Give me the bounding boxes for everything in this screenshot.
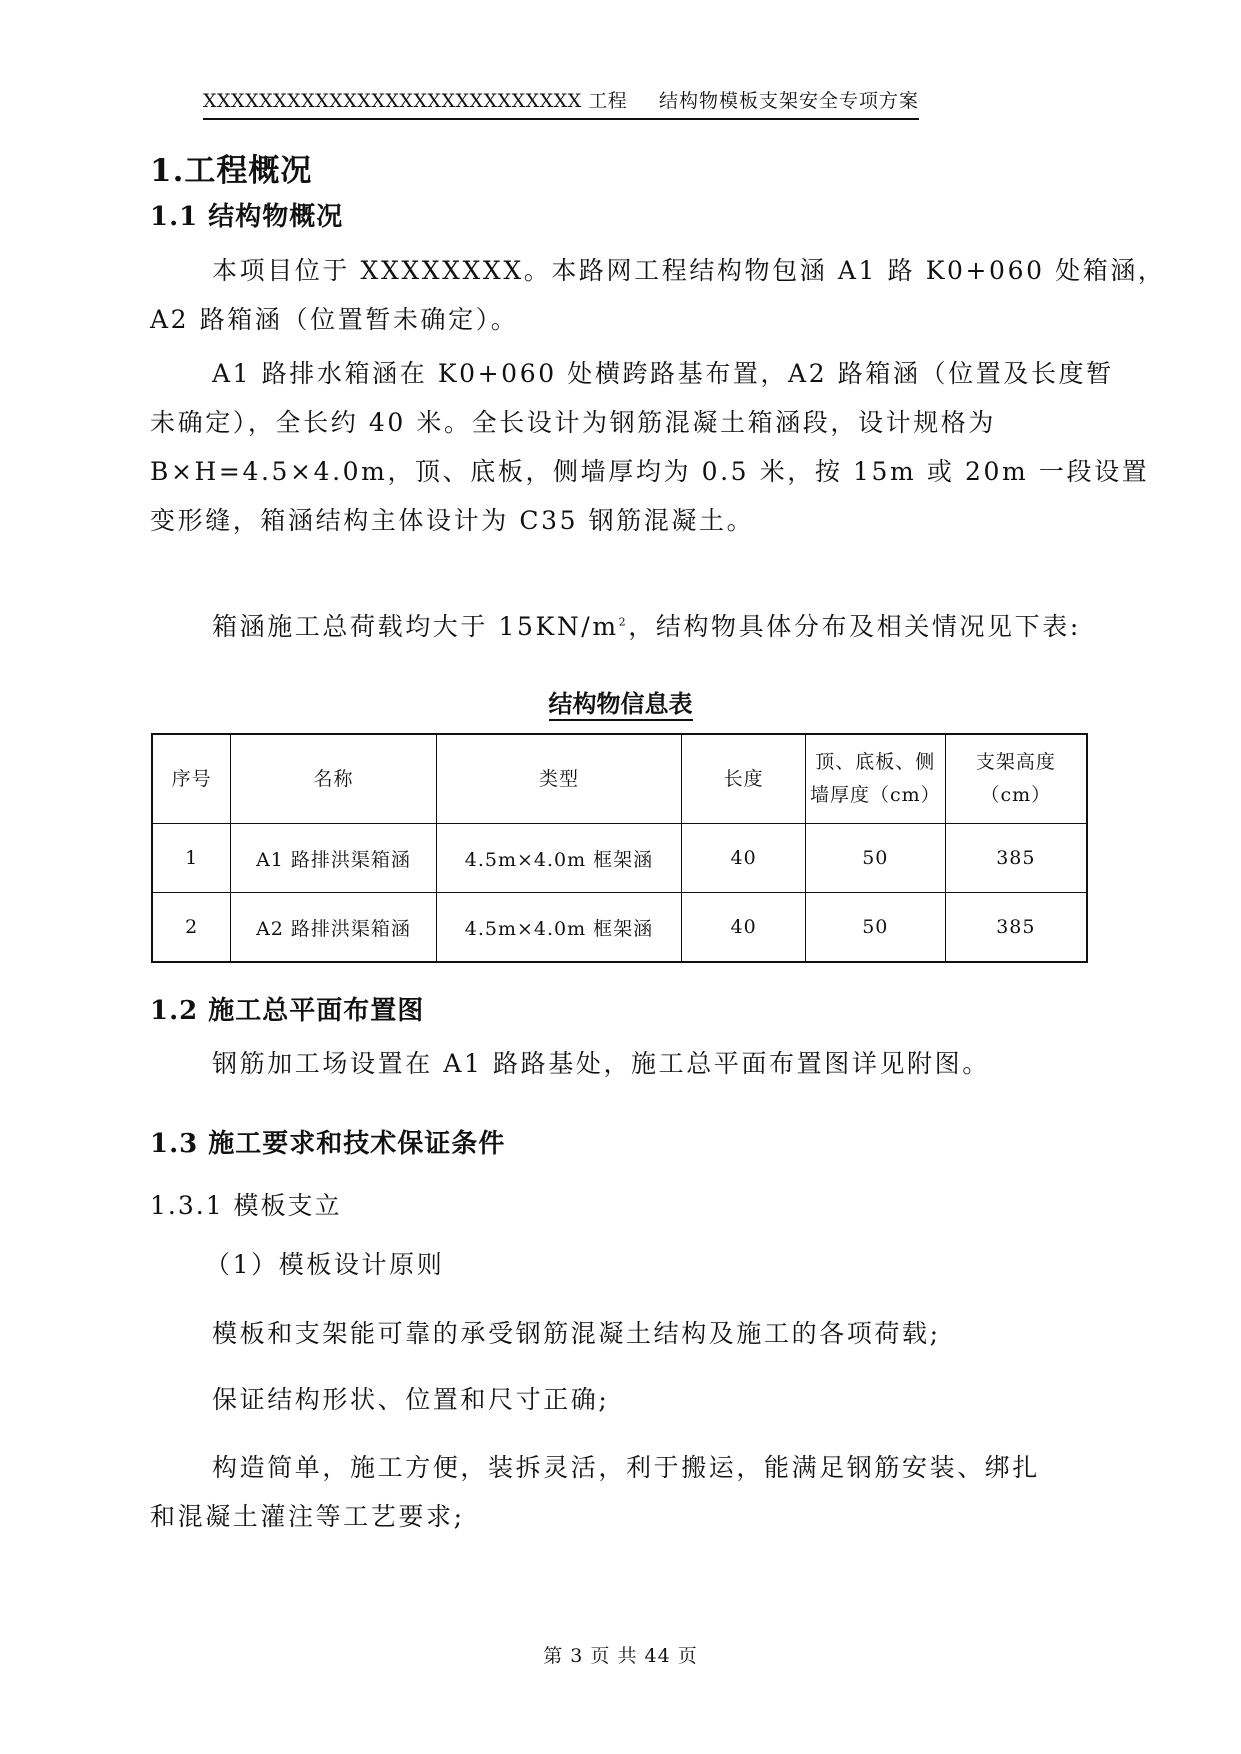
unit-superscript: 2: [618, 615, 629, 629]
paragraph-line: 和混凝土灌注等工艺要求;: [150, 1502, 465, 1531]
table-cell: 50: [805, 824, 945, 893]
section-1-3-1-heading: 1.3.1 模板支立: [150, 1191, 342, 1220]
table-header-cell: 类型: [436, 734, 682, 824]
table-cell: 385: [945, 824, 1087, 893]
section-1-3-heading: 1.3 施工要求和技术保证条件: [150, 1129, 506, 1159]
table-title-text: 结构物信息表: [549, 689, 693, 721]
paragraph-line: [150, 602, 1090, 651]
header-document-title: 结构物模板支架安全专项方案: [658, 90, 919, 112]
table-header-cell: 长度: [682, 734, 806, 824]
table-cell: 50: [805, 893, 945, 963]
design-principle-2: [150, 1375, 1090, 1424]
table-cell: 2: [152, 893, 231, 963]
paragraph-line: 未确定），全长约 40 米。全长设计为钢筋混凝土箱涵段，设计规格为: [150, 408, 997, 437]
table-cell: 385: [945, 893, 1087, 963]
section-1-2-paragraph: [150, 1039, 1090, 1088]
header-project-name: XXXXXXXXXXXXXXXXXXXXXXXXXXX 工程: [203, 90, 628, 112]
table-cell: A2 路排洪渠箱涵: [231, 893, 436, 963]
section-1-1-heading: 1.1 结构物概况: [150, 202, 344, 232]
paragraph-line: A2 路箱涵（位置暂未确定）。: [150, 305, 519, 334]
paragraph-line: 构造简单，施工方便，装拆灵活，利于搬运，能满足钢筋安装、绑扎: [212, 1453, 1041, 1482]
table-cell: A1 路排洪渠箱涵: [231, 824, 436, 893]
table-header-cell: 序号: [152, 734, 231, 824]
item-heading-text: （1）模板设计原则: [205, 1250, 445, 1279]
page-number: 第 3 页 共 44 页: [543, 1645, 698, 1667]
page-header: [203, 86, 919, 120]
table-header-cell: 名称: [231, 734, 436, 824]
section-1-1-paragraph-2: [150, 349, 1150, 545]
table-row: [152, 824, 1087, 893]
paragraph-line: A1 路排水箱涵在 K0+060 处横跨路基布置，A2 路箱涵（位置及长度暂: [212, 359, 1114, 388]
table-row: [152, 893, 1087, 963]
table-header-row: [152, 734, 1087, 824]
paragraph-line: 保证结构形状、位置和尺寸正确;: [212, 1385, 610, 1414]
paragraph-line: 本项目位于 XXXXXXXX。本路网工程结构物包涵 A1 路 K0+060 处箱涵，: [212, 256, 1166, 285]
table-header-cell: 顶、底板、侧墙厚度（cm）: [805, 734, 945, 824]
design-principle-3: [150, 1443, 1090, 1541]
section-1-heading: 1.工程概况: [150, 153, 313, 189]
table-cell: 1: [152, 824, 231, 893]
load-text: 箱涵施工总荷载均大于 15KN/m: [212, 612, 619, 641]
paragraph-line: 模板和支架能可靠的承受钢筋混凝土结构及施工的各项荷载;: [212, 1319, 941, 1348]
structure-info-table: [151, 733, 1088, 963]
paragraph-line: B×H=4.5×4.0m，顶、底板，侧墙厚均为 0.5 米，按 15m 或 20m 一段设置: [150, 457, 1150, 486]
item-heading: [150, 1240, 1090, 1289]
load-text-continued: ，结构物具体分布及相关情况见下表:: [628, 612, 1081, 641]
section-1-1-paragraph-3: [150, 602, 1090, 651]
table-cell: 40: [682, 824, 806, 893]
table-header-cell: 支架高度（cm）: [945, 734, 1087, 824]
design-principle-1: [150, 1309, 1090, 1358]
section-1-2-heading: 1.2 施工总平面布置图: [150, 996, 425, 1026]
table-title: [0, 684, 1241, 719]
table-cell: 4.5m×4.0m 框架涵: [436, 824, 682, 893]
section-1-1-paragraph-1: [150, 246, 1166, 344]
paragraph-line: 钢筋加工场设置在 A1 路路基处，施工总平面布置图详见附图。: [212, 1049, 990, 1078]
table-cell: 4.5m×4.0m 框架涵: [436, 893, 682, 963]
page-footer: [0, 1641, 1241, 1668]
table-cell: 40: [682, 893, 806, 963]
paragraph-line: 变形缝，箱涵结构主体设计为 C35 钢筋混凝土。: [150, 506, 755, 535]
